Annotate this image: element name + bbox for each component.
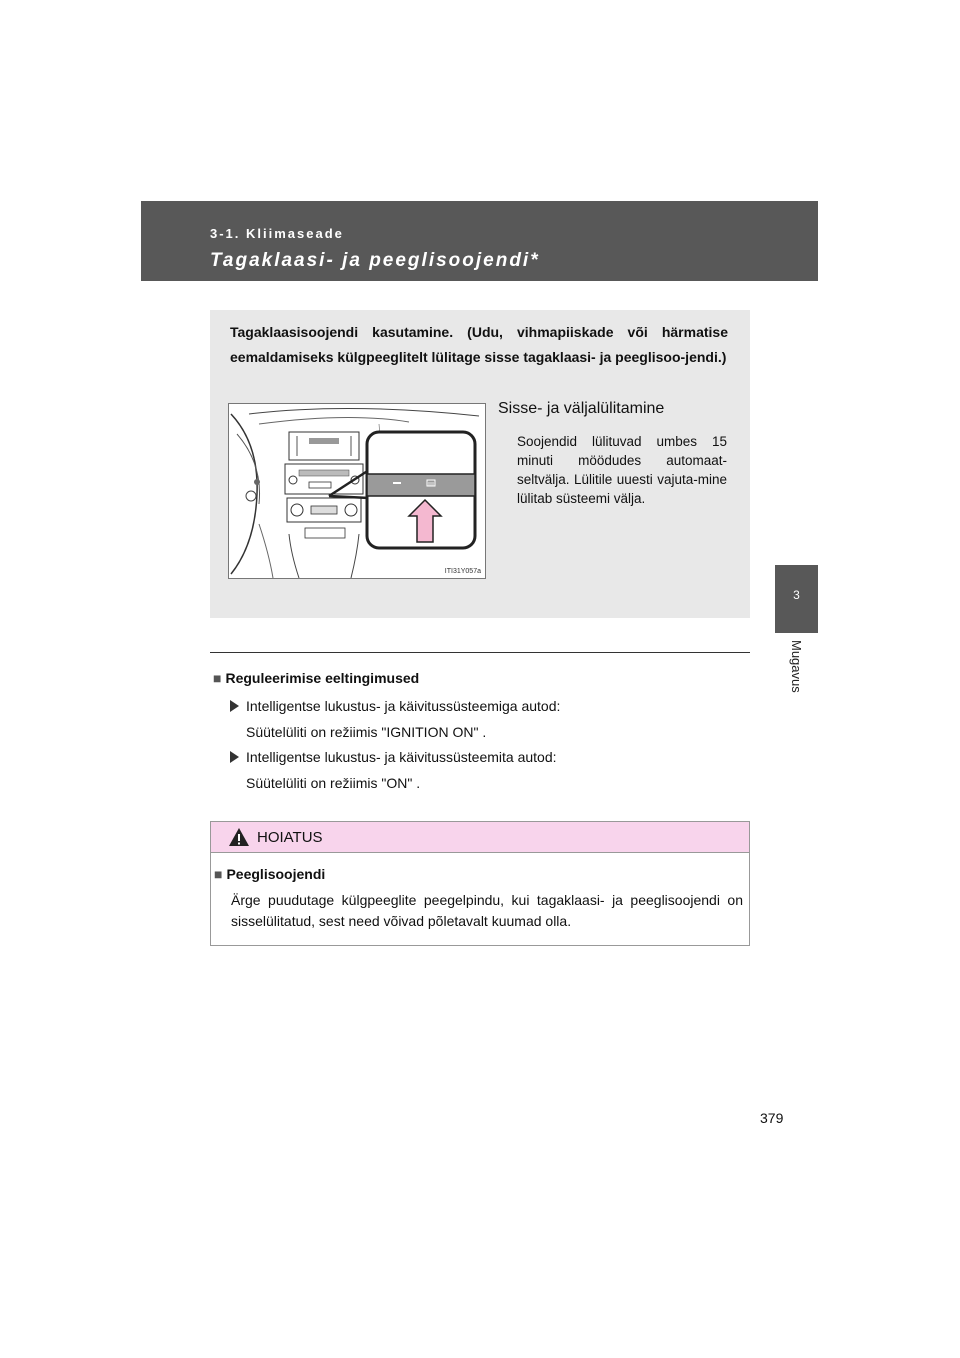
dashboard-illustration <box>228 403 486 579</box>
dashboard-drawing <box>229 404 485 578</box>
triangle-bullet-icon <box>230 700 239 712</box>
conditions-heading <box>213 670 419 686</box>
chapter-header <box>141 201 818 281</box>
warning-subheading <box>214 866 325 882</box>
warning-text: Ärge puudutage külgpeeglite peegelpindu, kui tagaklaasi- ja peeglisoojendi on sisselülitatud, sest need võivad põletavalt kuumad olla. <box>231 892 743 929</box>
triangle-bullet-icon <box>230 751 239 763</box>
operation-description: Soojendid lülituvad umbes 15 minuti möödudes automaat-seltvälja. Lülitile uuesti vajuta-mine lülitab süsteemi välja. <box>517 434 727 506</box>
warning-title: HOIATUS <box>257 829 323 846</box>
warning-subheading-text: Peeglisoojendi <box>226 866 326 882</box>
square-bullet-icon: ■ <box>214 866 223 882</box>
divider <box>210 652 750 653</box>
chapter-side-label <box>788 640 804 720</box>
page-number: 379 <box>760 1110 784 1126</box>
warning-header <box>211 822 749 853</box>
instruction-box <box>210 310 750 618</box>
warning-triangle-icon <box>228 827 250 847</box>
condition-detail: Süütelüliti on režiimis "IGNITION ON" . <box>246 724 487 740</box>
chapter-tab[interactable] <box>775 565 818 633</box>
chapter-label: Mugavus <box>789 640 804 693</box>
conditions-heading-text: Reguleerimise eeltingimused <box>225 670 420 686</box>
operation-subheading: Sisse- ja väljalülitamine <box>498 400 665 417</box>
intro-text: Tagaklaasisoojendi kasutamine. (Udu, vihmapiiskade või härmatise eemaldamiseks külgpeeglitelt lülitage sisse tagaklaasi- ja peeglisoo-jendi.) <box>230 324 728 365</box>
figure-code: ITI31Y057a <box>444 568 481 575</box>
page-title: Tagaklaasi- ja peeglisoojendi* <box>210 250 540 271</box>
condition-label: Intelligentse lukustus- ja käivitussüsteemita autod: <box>246 749 557 765</box>
chapter-number: 3 <box>793 588 800 602</box>
condition-item <box>230 749 557 765</box>
warning-box <box>210 821 750 946</box>
condition-item <box>230 698 560 714</box>
section-label: 3-1. Kliimaseade <box>210 226 344 241</box>
condition-label: Intelligentse lukustus- ja käivitussüsteemiga autod: <box>246 698 561 714</box>
condition-detail: Süütelüliti on režiimis "ON" . <box>246 775 421 791</box>
square-bullet-icon: ■ <box>213 670 222 686</box>
